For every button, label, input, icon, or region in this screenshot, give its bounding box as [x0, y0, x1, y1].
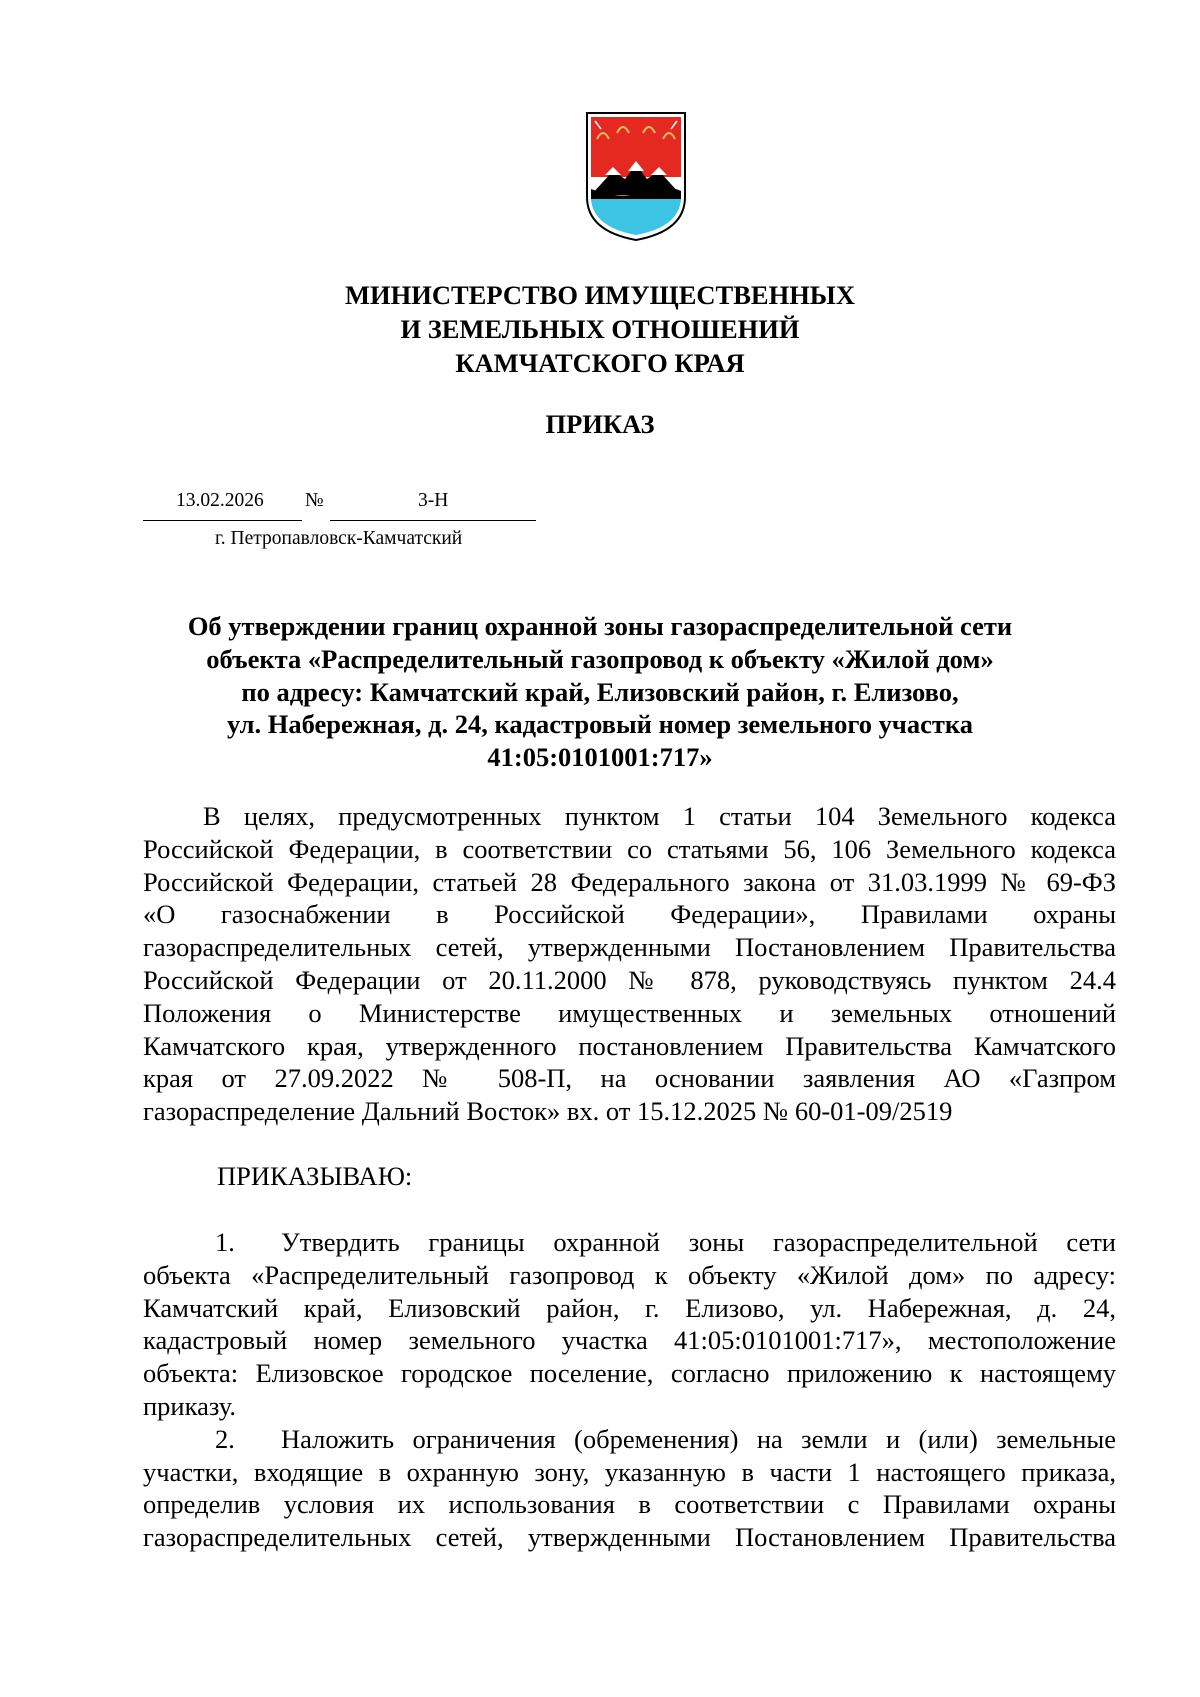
ministry-name-line: И ЗЕМЕЛЬНЫХ ОТНОШЕНИЙ	[400, 314, 800, 344]
subject-line: ул. Набережная, д. 24, кадастровый номер земельного участка	[227, 709, 973, 740]
document-number: 3-Н	[418, 490, 449, 511]
item-line: газораспределительных сетей, утвержденными Постановлением Правительства	[143, 1522, 1116, 1553]
item-line: приказу.	[143, 1390, 236, 1421]
document-place: г. Петропавловск-Камчатский	[215, 528, 463, 549]
number-sign: №	[305, 490, 324, 511]
document-date: 13.02.2026	[176, 490, 264, 511]
order-item	[143, 1423, 1116, 1554]
ministry-name-line: МИНИСТЕРСТВО ИМУЩЕСТВЕННЫХ	[345, 280, 855, 310]
item-line: объекта «Распределительный газопровод к объекту «Жилой дом» по адресу:	[143, 1259, 1116, 1290]
item-line: Камчатский край, Елизовский район, г. Елизово, ул. Набережная, д. 24,	[143, 1292, 1116, 1323]
item-line: определив условия их использования в соответствии с Правилами охраны	[143, 1489, 1116, 1520]
item-line: объекта: Елизовское городское поселение, согласно приложению к настоящему	[143, 1358, 1116, 1389]
paragraph-line: Положения о Министерстве имущественных и земельных отношений	[143, 997, 1116, 1028]
item-line: Наложить ограничения (обременения) на земли и (или) земельные	[281, 1423, 1116, 1454]
date-underline	[143, 520, 302, 521]
order-directive: ПРИКАЗЫВАЮ:	[217, 1161, 413, 1191]
paragraph-line: края от 27.09.2022 № 508-П, на основании заявления АО «Газпром	[143, 1063, 1116, 1094]
paragraph-line: газораспределительных сетей, утвержденными Постановлением Правительства	[143, 932, 1116, 963]
document-subject	[140, 610, 1060, 774]
paragraph-line: Российской Федерации от 20.11.2000 № 878, руководствуясь пунктом 24.4	[143, 964, 1116, 995]
order-items	[143, 1226, 1116, 1554]
subject-line: 41:05:0101001:717»	[487, 742, 713, 773]
paragraph-line: газораспределение Дальний Восток» вх. от 15.12.2025 № 60-01-09/2519	[143, 1096, 953, 1127]
paragraph-line: Камчатского края, утвержденного постановлением Правительства Камчатского	[143, 1030, 1116, 1061]
subject-line: Об утверждении границ охранной зоны газораспределительной сети	[187, 611, 1013, 641]
paragraph-line: «О газоснабжении в Российской Федерации», Правилами охраны	[143, 899, 1116, 930]
item-line: Утвердить границы охранной зоны газораспределительной сети	[281, 1227, 1116, 1257]
order-item	[143, 1226, 1116, 1423]
item-line: кадастровый номер земельного участка 41:05:0101001:717», местоположение	[143, 1325, 1116, 1356]
paragraph-line: В целях, предусмотренных пунктом 1 статьи 104 Земельного кодекса	[203, 801, 1116, 831]
paragraph-line: Российской Федерации, в соответствии со статьями 56, 106 Земельного кодекса	[143, 833, 1116, 864]
number-underline	[330, 520, 536, 521]
kamchatka-coat-of-arms-icon	[583, 109, 689, 244]
ministry-name-line: КАМЧАТСКОГО КРАЯ	[455, 348, 745, 378]
subject-line: объекта «Распределительный газопровод к объекту «Жилой дом»	[206, 643, 994, 674]
paragraph-line: Российской Федерации, статьей 28 Федерального закона от 31.03.1999 № 69-ФЗ	[143, 866, 1116, 897]
item-number: 1.	[215, 1227, 235, 1257]
subject-line: по адресу: Камчатский край, Елизовский район, г. Елизово,	[241, 676, 959, 707]
ministry-name	[0, 278, 1200, 380]
preamble-paragraph	[143, 800, 1116, 1128]
item-number: 2.	[215, 1423, 235, 1454]
item-line: участки, входящие в охранную зону, указанную в части 1 настоящего приказа,	[143, 1456, 1116, 1487]
document-type-title: ПРИКАЗ	[545, 409, 655, 439]
